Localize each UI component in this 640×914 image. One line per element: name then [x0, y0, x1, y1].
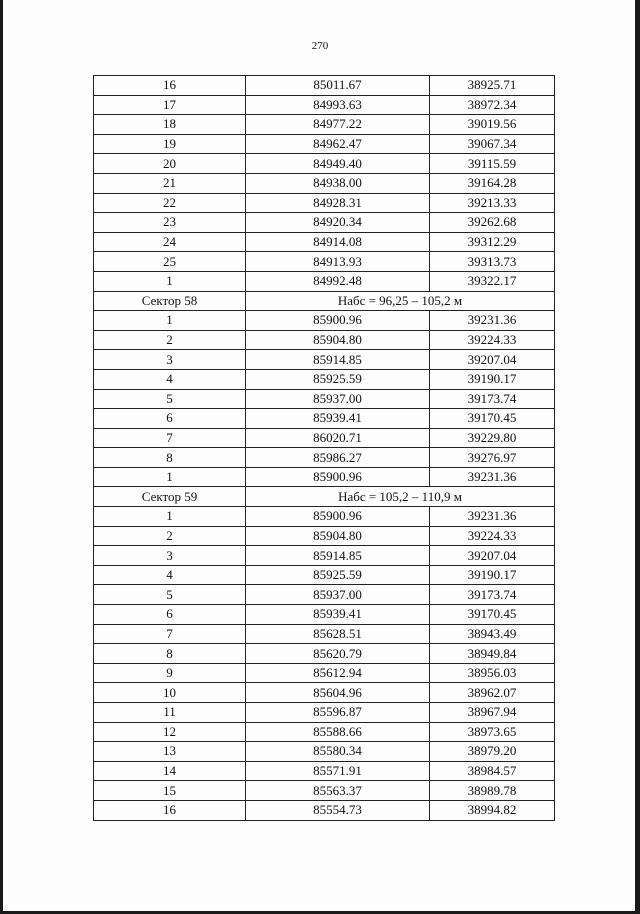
scan-edge-right — [635, 0, 640, 914]
y-coordinate-cell: 39262.68 — [430, 213, 555, 233]
point-number-cell: 11 — [94, 703, 246, 723]
x-coordinate-cell: 84913.93 — [246, 252, 430, 272]
table-row — [94, 467, 555, 487]
point-number-cell: 15 — [94, 781, 246, 801]
point-number-cell: 17 — [94, 95, 246, 115]
table-row — [94, 800, 555, 820]
x-coordinate-cell: 85628.51 — [246, 624, 430, 644]
table-row — [94, 448, 555, 468]
y-coordinate-cell: 39229.80 — [430, 428, 555, 448]
y-coordinate-cell: 39224.33 — [430, 330, 555, 350]
x-coordinate-cell: 85588.66 — [246, 722, 430, 742]
y-coordinate-cell: 39312.29 — [430, 232, 555, 252]
point-number-cell: 13 — [94, 742, 246, 762]
point-number-cell: 1 — [94, 467, 246, 487]
table-row — [94, 663, 555, 683]
x-coordinate-cell: 84928.31 — [246, 193, 430, 213]
x-coordinate-cell: 86020.71 — [246, 428, 430, 448]
x-coordinate-cell: 85612.94 — [246, 663, 430, 683]
point-number-cell: 6 — [94, 409, 246, 429]
x-coordinate-cell: 84977.22 — [246, 115, 430, 135]
x-coordinate-cell: 85939.41 — [246, 409, 430, 429]
y-coordinate-cell: 38973.65 — [430, 722, 555, 742]
table-row — [94, 232, 555, 252]
x-coordinate-cell: 85580.34 — [246, 742, 430, 762]
point-number-cell: 23 — [94, 213, 246, 233]
table-row — [94, 742, 555, 762]
x-coordinate-cell: 85900.96 — [246, 467, 430, 487]
point-number-cell: 10 — [94, 683, 246, 703]
y-coordinate-cell: 39190.17 — [430, 565, 555, 585]
y-coordinate-cell: 39019.56 — [430, 115, 555, 135]
sector-header-row — [94, 487, 555, 507]
point-number-cell: 16 — [94, 76, 246, 96]
sector-height-range: Набс = 96,25 – 105,2 м — [246, 291, 555, 311]
x-coordinate-cell: 84949.40 — [246, 154, 430, 174]
x-coordinate-cell: 85937.00 — [246, 585, 430, 605]
x-coordinate-cell: 85937.00 — [246, 389, 430, 409]
table-row — [94, 409, 555, 429]
sector-label: Сектор 59 — [94, 487, 246, 507]
table-row — [94, 644, 555, 664]
table-row — [94, 761, 555, 781]
y-coordinate-cell: 39207.04 — [430, 546, 555, 566]
point-number-cell: 8 — [94, 448, 246, 468]
table-row — [94, 330, 555, 350]
x-coordinate-cell: 85939.41 — [246, 605, 430, 625]
y-coordinate-cell: 39224.33 — [430, 526, 555, 546]
x-coordinate-cell: 84938.00 — [246, 173, 430, 193]
y-coordinate-cell: 39276.97 — [430, 448, 555, 468]
table-row — [94, 173, 555, 193]
table-row — [94, 134, 555, 154]
point-number-cell: 9 — [94, 663, 246, 683]
point-number-cell: 6 — [94, 605, 246, 625]
point-number-cell: 18 — [94, 115, 246, 135]
sector-header-row — [94, 291, 555, 311]
table-row — [94, 95, 555, 115]
point-number-cell: 12 — [94, 722, 246, 742]
y-coordinate-cell: 38994.82 — [430, 800, 555, 820]
table-row — [94, 213, 555, 233]
y-coordinate-cell: 39231.36 — [430, 507, 555, 527]
y-coordinate-cell: 39173.74 — [430, 389, 555, 409]
y-coordinate-cell: 39115.59 — [430, 154, 555, 174]
y-coordinate-cell: 39213.33 — [430, 193, 555, 213]
table-row — [94, 722, 555, 742]
x-coordinate-cell: 85554.73 — [246, 800, 430, 820]
point-number-cell: 1 — [94, 311, 246, 331]
point-number-cell: 1 — [94, 507, 246, 527]
point-number-cell: 20 — [94, 154, 246, 174]
table-row — [94, 507, 555, 527]
table-row — [94, 115, 555, 135]
x-coordinate-cell: 84993.63 — [246, 95, 430, 115]
table-row — [94, 252, 555, 272]
x-coordinate-cell: 84914.08 — [246, 232, 430, 252]
table-row — [94, 311, 555, 331]
table-row — [94, 683, 555, 703]
y-coordinate-cell: 38943.49 — [430, 624, 555, 644]
point-number-cell: 4 — [94, 369, 246, 389]
y-coordinate-cell: 38925.71 — [430, 76, 555, 96]
coordinates-table-body — [94, 76, 555, 821]
x-coordinate-cell: 84962.47 — [246, 134, 430, 154]
table-row — [94, 193, 555, 213]
x-coordinate-cell: 85904.80 — [246, 330, 430, 350]
sector-height-range: Набс = 105,2 – 110,9 м — [246, 487, 555, 507]
table-row — [94, 624, 555, 644]
y-coordinate-cell: 38962.07 — [430, 683, 555, 703]
x-coordinate-cell: 85925.59 — [246, 369, 430, 389]
y-coordinate-cell: 38972.34 — [430, 95, 555, 115]
point-number-cell: 2 — [94, 330, 246, 350]
y-coordinate-cell: 38984.57 — [430, 761, 555, 781]
x-coordinate-cell: 85914.85 — [246, 546, 430, 566]
point-number-cell: 5 — [94, 585, 246, 605]
point-number-cell: 14 — [94, 761, 246, 781]
x-coordinate-cell: 84992.48 — [246, 271, 430, 291]
table-row — [94, 781, 555, 801]
point-number-cell: 25 — [94, 252, 246, 272]
sector-label: Сектор 58 — [94, 291, 246, 311]
y-coordinate-cell: 39170.45 — [430, 605, 555, 625]
y-coordinate-cell: 39170.45 — [430, 409, 555, 429]
table-row — [94, 565, 555, 585]
table-row — [94, 585, 555, 605]
y-coordinate-cell: 39173.74 — [430, 585, 555, 605]
y-coordinate-cell: 38949.84 — [430, 644, 555, 664]
point-number-cell: 24 — [94, 232, 246, 252]
point-number-cell: 7 — [94, 624, 246, 644]
x-coordinate-cell: 84920.34 — [246, 213, 430, 233]
table-row — [94, 546, 555, 566]
x-coordinate-cell: 85620.79 — [246, 644, 430, 664]
x-coordinate-cell: 85604.96 — [246, 683, 430, 703]
x-coordinate-cell: 85596.87 — [246, 703, 430, 723]
point-number-cell: 22 — [94, 193, 246, 213]
y-coordinate-cell: 38967.94 — [430, 703, 555, 723]
x-coordinate-cell: 85900.96 — [246, 507, 430, 527]
x-coordinate-cell: 85900.96 — [246, 311, 430, 331]
page-number: 270 — [311, 40, 329, 52]
y-coordinate-cell: 38989.78 — [430, 781, 555, 801]
point-number-cell: 7 — [94, 428, 246, 448]
table-row — [94, 389, 555, 409]
point-number-cell: 4 — [94, 565, 246, 585]
x-coordinate-cell: 85925.59 — [246, 565, 430, 585]
x-coordinate-cell: 85563.37 — [246, 781, 430, 801]
x-coordinate-cell: 85914.85 — [246, 350, 430, 370]
y-coordinate-cell: 39207.04 — [430, 350, 555, 370]
y-coordinate-cell: 38979.20 — [430, 742, 555, 762]
y-coordinate-cell: 39231.36 — [430, 311, 555, 331]
point-number-cell: 5 — [94, 389, 246, 409]
table-row — [94, 76, 555, 96]
y-coordinate-cell: 39067.34 — [430, 134, 555, 154]
y-coordinate-cell: 39313.73 — [430, 252, 555, 272]
coordinates-table — [93, 75, 555, 821]
x-coordinate-cell: 85571.91 — [246, 761, 430, 781]
table-row — [94, 605, 555, 625]
table-row — [94, 369, 555, 389]
table-row — [94, 703, 555, 723]
y-coordinate-cell: 39231.36 — [430, 467, 555, 487]
y-coordinate-cell: 38956.03 — [430, 663, 555, 683]
point-number-cell: 21 — [94, 173, 246, 193]
table-row — [94, 350, 555, 370]
table-row — [94, 154, 555, 174]
point-number-cell: 3 — [94, 546, 246, 566]
x-coordinate-cell: 85904.80 — [246, 526, 430, 546]
table-row — [94, 526, 555, 546]
y-coordinate-cell: 39190.17 — [430, 369, 555, 389]
point-number-cell: 1 — [94, 271, 246, 291]
point-number-cell: 19 — [94, 134, 246, 154]
point-number-cell: 2 — [94, 526, 246, 546]
point-number-cell: 8 — [94, 644, 246, 664]
x-coordinate-cell: 85986.27 — [246, 448, 430, 468]
point-number-cell: 16 — [94, 800, 246, 820]
table-row — [94, 428, 555, 448]
table-row — [94, 271, 555, 291]
x-coordinate-cell: 85011.67 — [246, 76, 430, 96]
y-coordinate-cell: 39164.28 — [430, 173, 555, 193]
point-number-cell: 3 — [94, 350, 246, 370]
y-coordinate-cell: 39322.17 — [430, 271, 555, 291]
scan-edge-left — [0, 0, 3, 914]
